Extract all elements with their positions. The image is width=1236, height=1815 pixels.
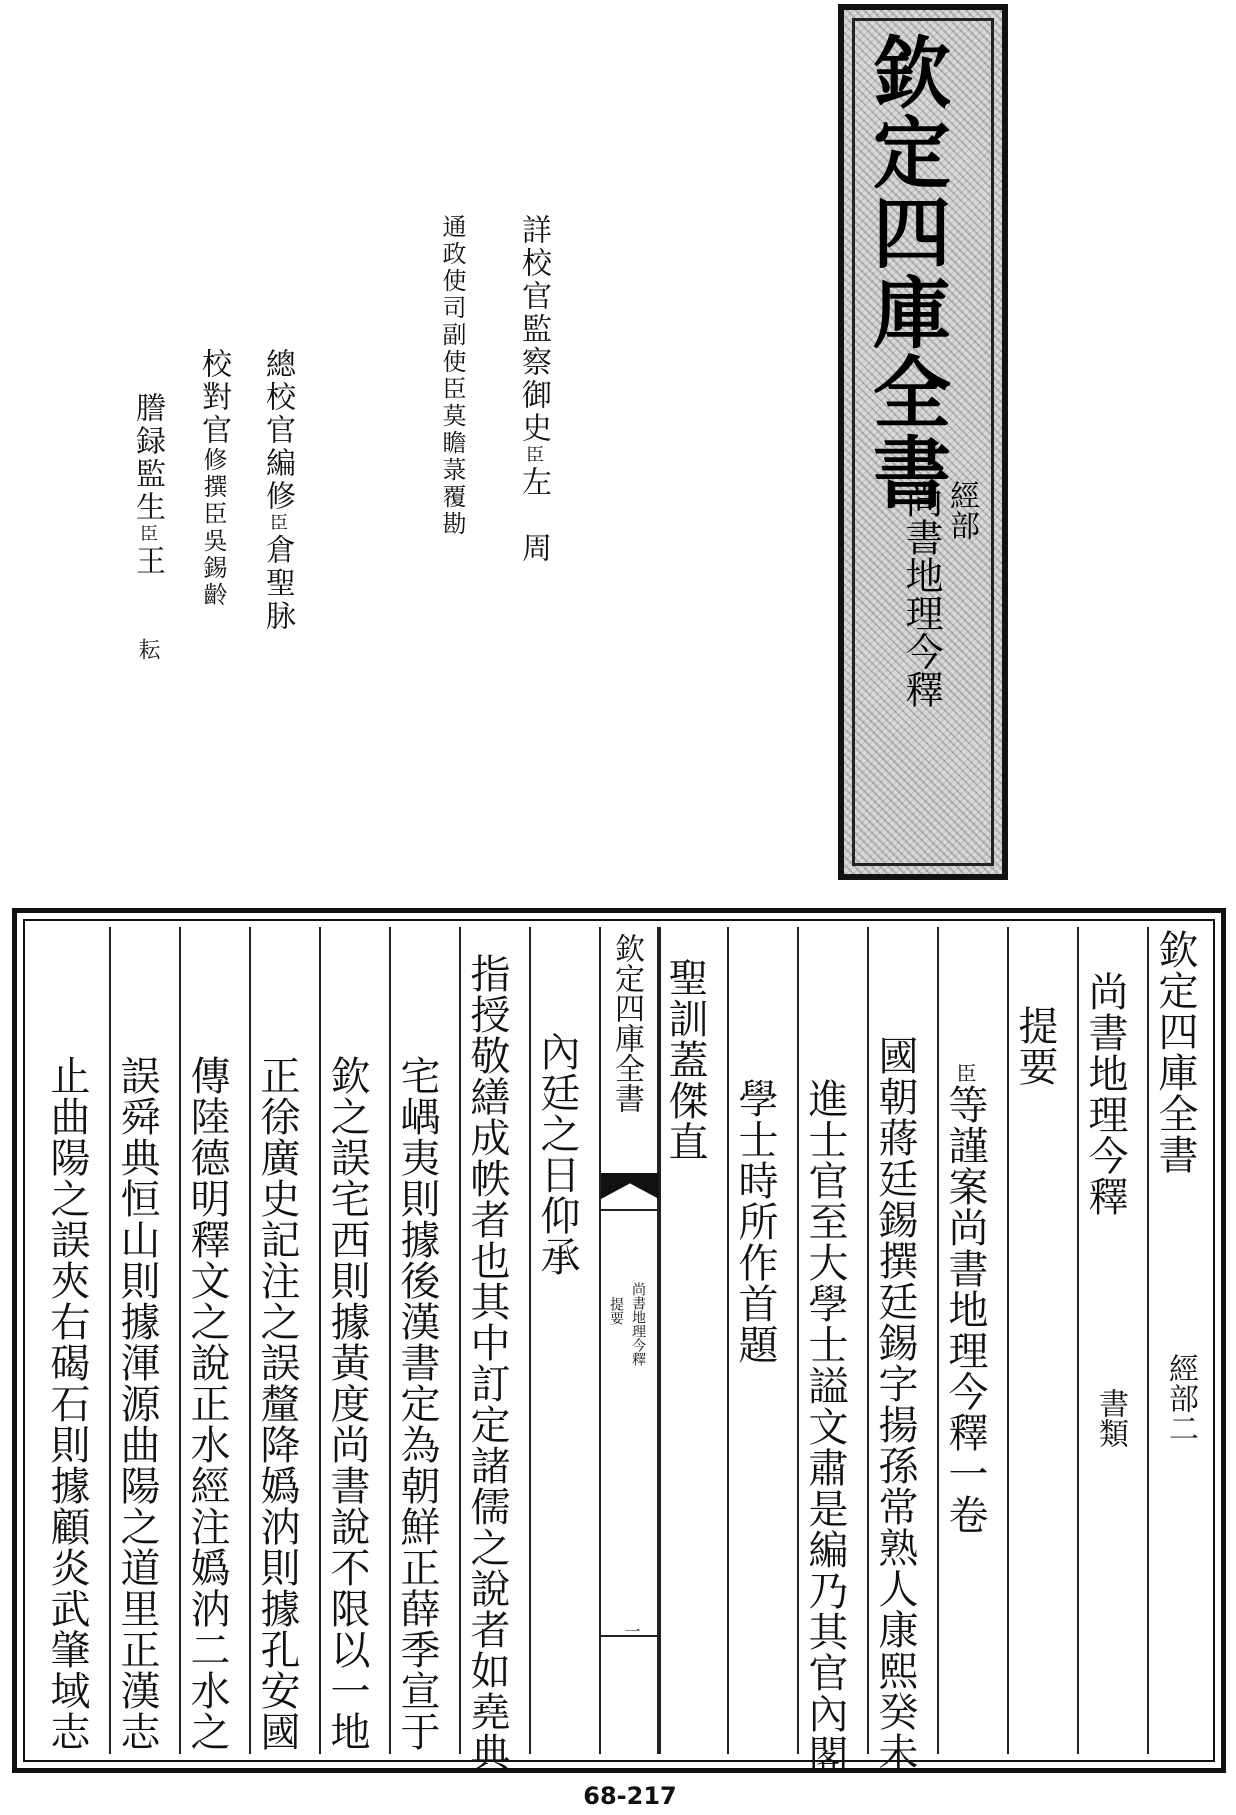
column-rule	[1147, 927, 1149, 1754]
column-rule	[319, 927, 321, 1754]
credit-collator: 校對官修撰臣吳錫齡	[196, 348, 231, 609]
text-column-6: 內廷之日仰承	[534, 1031, 580, 1277]
gutter-rule	[601, 1635, 659, 1637]
column-rule	[249, 927, 251, 1754]
book-title: 尚書地理今釋	[1082, 971, 1128, 1217]
page-header-category: 經部二	[1163, 1353, 1198, 1443]
text-column-12: 誤舜典恒山則據渾源曲陽之道里正漢志	[114, 1055, 160, 1752]
text-column-8: 宅嵎夷則據後漢書定為朝鮮正薛季宣于	[394, 1055, 440, 1752]
gutter-leaf-number: 一	[622, 1623, 641, 1639]
gutter-book-title: 尚書地理今釋	[630, 1282, 646, 1366]
text-column-9: 欽之誤宅西則據黃度尚書說不限以一地	[324, 1055, 370, 1752]
column-rule	[727, 927, 729, 1754]
cover-book-title: 尚書地理今釋	[899, 480, 943, 708]
cover-title: 欽定四庫全書	[860, 32, 951, 512]
column-rule	[109, 927, 111, 1754]
cover-title-label	[838, 4, 1008, 880]
text-column-11: 傳陸德明釋文之說正水經注嬀汭二水之	[184, 1055, 230, 1752]
text-column-3: 進士官至大學士謚文肅是編乃其官內閣	[802, 1078, 848, 1775]
section-title: 提要	[1012, 1005, 1058, 1087]
text-column-10: 正徐廣史記注之誤釐降嬀汭則據孔安國	[254, 1055, 300, 1752]
credit-copyist: 謄録監生臣王耘	[130, 392, 165, 663]
page-header-subcategory: 書類	[1093, 1388, 1128, 1448]
column-rule	[867, 927, 869, 1754]
page-gutter	[599, 927, 661, 1754]
text-column-2: 國朝蔣廷錫撰廷錫字揚孫常熟人康熙癸未	[872, 1035, 918, 1773]
column-rule	[937, 927, 939, 1754]
text-column-5: 聖訓蓋傑直	[662, 957, 708, 1162]
page-header-title: 欽定四庫全書	[1152, 929, 1198, 1175]
text-column-13: 止曲陽之誤夾右碣石則據顧炎武肇域志	[44, 1055, 90, 1752]
column-rule	[1077, 927, 1079, 1754]
cover-section: 經部	[944, 480, 979, 540]
text-column-1: 臣等謹案尚書地理今釋一卷	[942, 1063, 988, 1535]
gutter-section: 提要	[608, 1297, 624, 1325]
gutter-title: 欽定四庫全書	[609, 933, 644, 1113]
page-number: 68-217	[583, 1782, 677, 1810]
column-rule	[529, 927, 531, 1754]
credit-proofreader-detail: 詳校官監察御史臣左 周	[516, 214, 551, 565]
column-rule	[1007, 927, 1009, 1754]
text-column-4: 學士時所作首題	[732, 1078, 778, 1365]
fishtail-ornament	[601, 1173, 659, 1199]
column-rule	[797, 927, 799, 1754]
text-column-7: 指授敬繕成帙者也其中訂定諸儒之說者如堯典	[464, 953, 510, 1773]
text-page	[12, 908, 1226, 1773]
credit-second-reviewer: 通政使司副使臣莫瞻菉覆勘	[438, 214, 466, 538]
column-rule	[389, 927, 391, 1754]
credit-chief-collator: 總校官編修臣倉聖脉	[260, 348, 295, 633]
column-rule	[459, 927, 461, 1754]
column-rule	[179, 927, 181, 1754]
gutter-rule	[601, 1209, 659, 1211]
